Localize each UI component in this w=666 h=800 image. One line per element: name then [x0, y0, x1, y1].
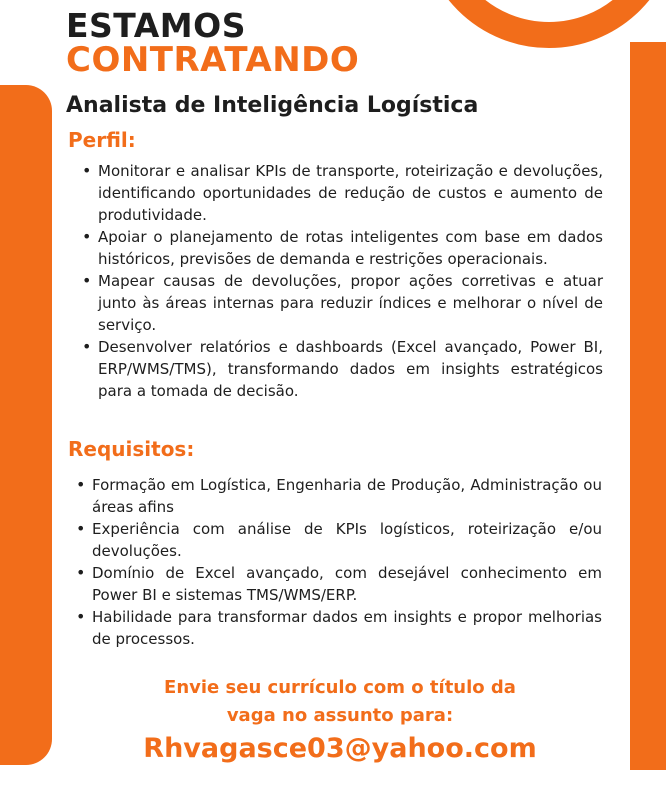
cta-line-2: vaga no assunto para:	[226, 705, 454, 726]
section-title-perfil: Perfil:	[68, 128, 136, 152]
perfil-list	[78, 160, 603, 402]
list-item: • Habilidade para transformar dados em insights e propor melhorias de processos.	[72, 606, 602, 650]
section-title-requisitos: Requisitos:	[68, 437, 195, 461]
contact-email[interactable]: Rhvagasce03@yahoo.com	[143, 733, 537, 764]
cta-line-1: Envie seu currículo com o título da	[164, 677, 516, 698]
requisitos-list	[72, 474, 602, 650]
list-item: • Formação em Logística, Engenharia de Produção, Administração ou áreas afins	[72, 474, 602, 518]
list-item: • Domínio de Excel avançado, com desejável conhecimento em Power BI e sistemas TMS/WMS/ERP.	[72, 562, 602, 606]
list-item: • Monitorar e analisar KPIs de transporte, roteirização e devoluções, identificando oportunidades de redução de custos e aumento de produtividade.	[78, 160, 603, 226]
list-item: • Desenvolver relatórios e dashboards (Excel avançado, Power BI, ERP/WMS/TMS), transformando dados em insights estratégicos para a tomada de decisão.	[78, 336, 603, 402]
list-item: • Mapear causas de devoluções, propor ações corretivas e atuar junto às áreas internas para reduzir índices e melhorar o nível de serviço.	[78, 270, 603, 336]
job-title: Analista de Inteligência Logística	[66, 93, 479, 118]
left-accent-bar	[0, 85, 52, 765]
headline-contratando: CONTRATANDO	[66, 40, 360, 80]
decorative-ring	[420, 0, 666, 48]
list-item: • Experiência com análise de KPIs logísticos, roteirização e/ou devoluções.	[72, 518, 602, 562]
list-item: • Apoiar o planejamento de rotas inteligentes com base em dados históricos, previsões de demanda e restrições operacionais.	[78, 226, 603, 270]
right-accent-bar	[630, 42, 666, 770]
headline-estamos: ESTAMOS	[66, 6, 246, 45]
